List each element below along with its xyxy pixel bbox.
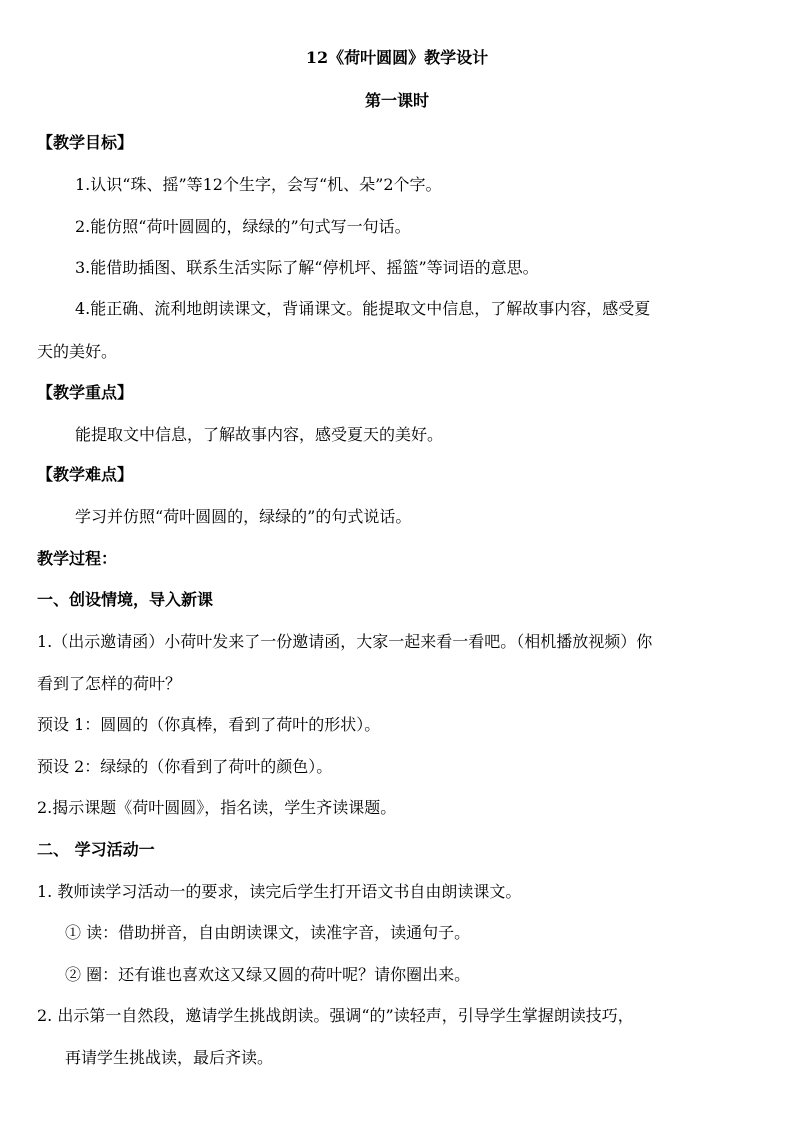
section1-line: 看到了怎样的荷叶？ xyxy=(37,674,182,693)
section2-line: 2. 出示第一自然段，邀请学生挑战朗读。强调“的”读轻声，引导学生掌握朗读技巧， xyxy=(37,1006,634,1025)
section1-line: 1.（出示邀请函）小荷叶发来了一份邀请函，大家一起来看一看吧。（相机播放视频）你 xyxy=(37,632,653,651)
section1-line: 预设 1：圆圆的（你真棒，看到了荷叶的形状）。 xyxy=(37,715,381,734)
objective-item: 3.能借助插图、联系生活实际了解“停机坪、摇篮”等词语的意思。 xyxy=(75,258,539,277)
section2-subitem: ② 圈：还有谁也喜欢这又绿又圆的荷叶呢？请你圈出来。 xyxy=(65,965,471,984)
objective-item-continued: 天的美好。 xyxy=(37,342,118,361)
difficulties-heading: 【教学难点】 xyxy=(37,465,134,484)
section2-subitem: ① 读：借助拼音，自由朗读课文，读准字音，读通句子。 xyxy=(65,923,471,942)
section1-line: 2.揭示课题《荷叶圆圆》，指名读，学生齐读课题。 xyxy=(37,798,397,817)
document-title: 12《荷叶圆圆》教学设计 xyxy=(305,48,489,67)
key-points-heading: 【教学重点】 xyxy=(37,383,134,402)
objectives-heading: 【教学目标】 xyxy=(37,133,134,152)
process-heading: 教学过程： xyxy=(37,549,118,568)
difficulties-text: 学习并仿照“荷叶圆圆的，绿绿的”的句式说话。 xyxy=(75,507,412,526)
section2-line-continued: 再请学生挑战读，最后齐读。 xyxy=(65,1048,274,1067)
objective-item: 4.能正确、流利地朗读课文，背诵课文。能提取文中信息，了解故事内容，感受夏 xyxy=(75,299,651,318)
objective-item: 2.能仿照“荷叶圆圆的，绿绿的”句式写一句话。 xyxy=(75,217,411,236)
key-points-text: 能提取文中信息，了解故事内容，感受夏天的美好。 xyxy=(75,425,444,444)
document-subtitle: 第一课时 xyxy=(364,91,429,110)
section1-heading: 一、创设情境，导入新课 xyxy=(37,590,214,609)
section2-heading: 二、 学习活动一 xyxy=(37,840,155,859)
section2-line: 1. 教师读学习活动一的要求，读完后学生打开语文书自由朗读课文。 xyxy=(37,882,522,901)
section1-line: 预设 2：绿绿的（你看到了荷叶的颜色）。 xyxy=(37,757,333,776)
objective-item: 1.认识“珠、摇”等12个生字，会写“机、朵”2个字。 xyxy=(75,175,442,194)
